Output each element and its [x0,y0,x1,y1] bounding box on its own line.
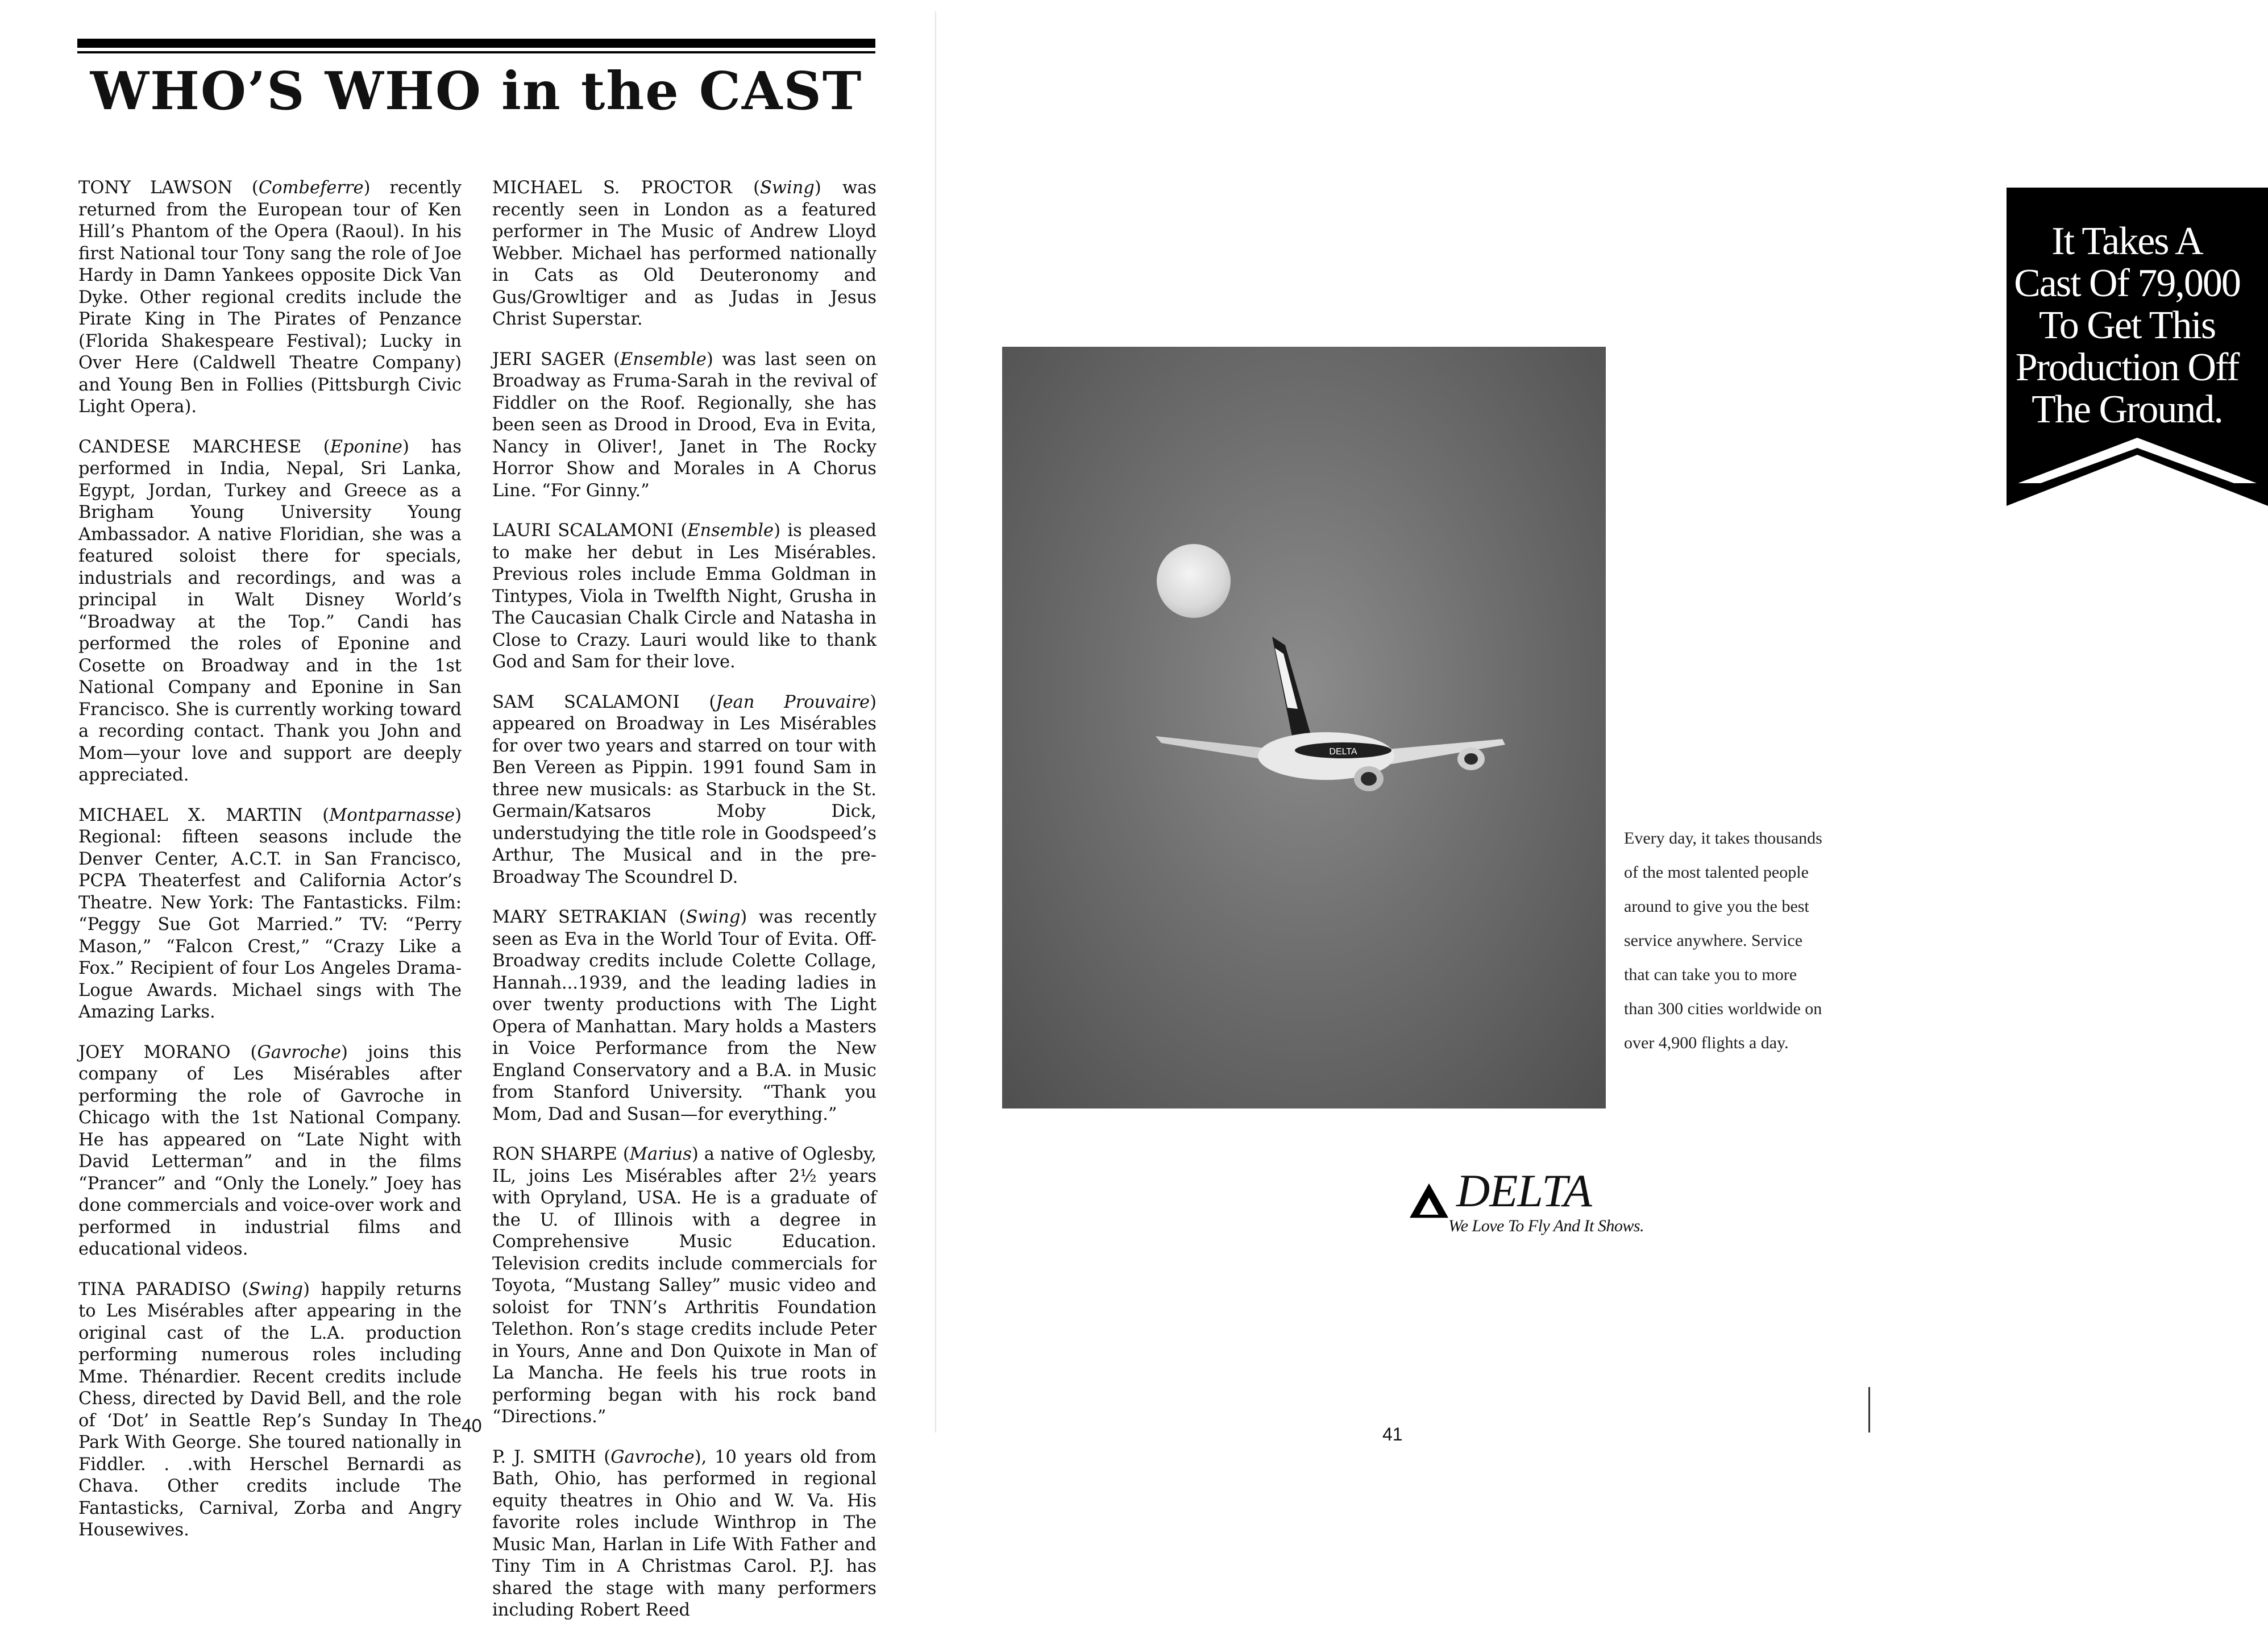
cast-bio: SAM SCALAMONI (Jean Prouvaire) appeared on Broadway in Les Misérables for over two years and starred on tour with Ben Vereen as Pippin. 1991 found Sam in three new musicals: as Starbuck in the St. Germain/Katsaros Moby Dick, understudying the title role in Goodspeed’s Arthur, The Musical and in the pre-Broadway The Scoundrel D. [492,692,877,887]
cast-bio: TONY LAWSON (Combeferre) recently returned from the European tour of Ken Hill’s Phantom of the Opera (Raoul). In his first National tour Tony sang the role of Joe Hardy in Damn Yankees opposite Dick Van Dyke. Other regional credits include the Pirate King in The Pirates of Penzance (Florida Shakespeare Festival); Lucky in Over Here (Caldwell Theatre Company) and Young Ben in Follies (Pittsburgh Civic Light Opera). [78,178,462,417]
cast-name: MICHAEL X. MARTIN [78,805,303,825]
headline-line: Production Off [2015,346,2239,389]
cast-bio: MICHAEL S. PROCTOR (Swing) was recently seen in London as a featured performer in The Music of Andrew Lloyd Webber. Michael has performed nationally in Cats as Old Deuteronomy and Gus/Growltiger and as Judas in Jesus Christ Superstar. [492,178,877,329]
cast-bio: JERI SAGER (Ensemble) was last seen on Broadway as Fruma-Sarah in the revival of Fiddler on the Roof. Regionally, she has been seen as Drood in Drood, Eva in Evita, Nancy in Oliver!, Janet in The Rocky Horror Show and Morales in A Chorus Line. “For Ginny.” [492,349,877,501]
cast-bio-text: happily returns to Les Misérables after appearing in the original cast of the L.A. production performing numerous roles including Mme. Thénardier. Recent credits include Chess, directed by David Bell, and the role of ‘Dot’ in Seattle Rep’s Sunday In The Park With George. She toured nationally in Fiddler. . .with Herschel Bernardi as Chava. Other credits include The Fantasticks, Carnival, Zorba and Angry Housewives. [78,1279,462,1540]
cast-bio-text: appeared on Broadway in Les Misérables for over two years and starred on tour with Ben Vereen as Pippin. 1991 found Sam in three new musicals: as Starbuck in the St. Germain/Katsaros Moby Dick, understudying the title role in Goodspeed’s Arthur, The Musical and in the pre-Broadway The Scoundrel D. [492,714,877,887]
cast-name: SAM SCALAMONI [492,692,680,712]
page-title: WHO’S WHO in the CAST [90,60,863,122]
cast-bio: JOEY MORANO (Gavroche) joins this company of Les Misérables after performing the role of Gavroche in Chicago with the 1st National Company. He has appeared on “Late Night with David Letterman” and in the films “Prancer” and “Only the Lonely.” Joey has done commercials and voice-over work and performed in industrial films and educational videos. [78,1042,462,1259]
cast-bio: RON SHARPE (Marius) a native of Oglesby, IL, joins Les Misérables after 2½ years with Opryland, USA. He is a graduate of the U. of Illinois with a degree in Comprehensive Music Education. Television credits include commercials for Toyota, “Mustang Salley” music video and soloist for TNN’s Arthritis Foundation Telethon. Ron’s stage credits include Peter in Yours, Anne and Don Quixote in Man of La Mancha. He feels his true roots in performing began with his rock band “Directions.” [492,1144,877,1427]
ad-headline [2005,221,2249,431]
headline-line: Cast Of 79,000 [2014,261,2240,305]
cast-role: Combeferre [258,178,364,198]
cast-name: CANDESE MARCHESE [78,437,302,457]
cast-bio-text: joins this company of Les Misérables after performing the role of Gavroche in Chicago with the 1st National Company. He has appeared on “Late Night with David Letterman” and in the films “Prancer” and “Only the Lonely.” Joey has done commercials and voice-over work and performed in industrial films and educational videos. [78,1042,462,1259]
cast-bio: CANDESE MARCHESE (Eponine) has performed in India, Nepal, Sri Lanka, Egypt, Jordan, Turkey and Greece as a Brigham Young University Young Ambassador. A native Floridian, she was a featured soloist there for specials, industrials and recordings, and was a principal in Walt Disney World’s “Broadway at the Top.” Candi has performed the roles of Eponine and Cosette on Broadway and in the 1st National Company and Eponine in San Francisco. She is currently working toward a recording contact. Thank you John and Mom—your love and support are deeply appreciated. [78,437,462,785]
headline-line: The Ground. [2032,388,2223,431]
cast-role: Jean Prouvaire [716,692,870,712]
cast-name: JOEY MORANO [78,1042,231,1062]
cast-role: Swing [686,907,741,927]
right-page [936,0,2240,1450]
bio-column-left [78,177,462,1560]
cast-name: P. J. SMITH [492,1447,596,1467]
title-rule-thin [77,51,875,53]
headline-line: It Takes A [2051,219,2203,263]
cast-name: RON SHARPE [492,1144,617,1164]
bio-column-right [492,177,877,1640]
cast-name: TINA PARADISO [78,1279,231,1299]
page-number-right: 41 [1382,1424,1403,1444]
cast-role: Eponine [330,437,402,457]
cast-bio-text: is pleased to make her debut in Les Misérables. Previous roles include Emma Goldman in Tintypes, Viola in Twelfth Night, Grusha in The Caucasian Chalk Circle and Natasha in Close to Crazy. Lauri would like to thank God and Sam for their love. [492,521,877,672]
cast-bio-text: recently returned from the European tour of Ken Hill’s Phantom of the Opera (Raoul). In his first National tour Tony sang the role of Joe Hardy in Damn Yankees opposite Dick Van Dyke. Other regional credits include the Pirate King in The Pirates of Penzance (Florida Shakespeare Festival); Lucky in Over Here (Caldwell Theatre Company) and Young Ben in Follies (Pittsburgh Civic Light Opera). [78,178,462,417]
cast-name: MICHAEL S. PROCTOR [492,178,732,198]
cast-bio: MICHAEL X. MARTIN (Montparnasse) Regional: fifteen seasons include the Denver Center, A.C.T. in San Francisco, PCPA Theaterfest and California Actor’s Theatre. New York: The Fantasticks. Film: “Peggy Sue Got Married.” TV: “Perry Mason,” “Falcon Crest,” “Crazy Like a Fox.” Recipient of four Los Angeles Drama-Logue Awards. Michael sings with The Amazing Larks. [78,805,462,1022]
cast-role: Ensemble [687,521,774,541]
cast-name: TONY LAWSON [78,178,233,198]
cast-role: Gavroche [257,1042,341,1062]
delta-widget-logo-icon [1402,1181,1456,1220]
cast-role: Gavroche [610,1447,695,1467]
ad-body-copy: Every day, it takes thousands of the most talented people around to give you the best service anywhere. Service that can take you to more than 300 cities worldwide on over 4,900 flights a day. [1624,829,1822,1052]
cast-bio-text: has performed in India, Nepal, Sri Lanka, Egypt, Jordan, Turkey and Greece as a Brigham Young University Young Ambassador. A native Floridian, she was a featured soloist there for specials, industrials and recordings, and was a principal in Walt Disney World’s “Broadway at the Top.” Candi has performed the roles of Eponine and Cosette on Broadway and in the 1st National Company and Eponine in San Francisco. She is currently working toward a recording contact. Thank you John and Mom—your love and support are deeply appreciated. [78,437,462,785]
cast-bio-text: was recently seen as Eva in the World Tour of Evita. Off-Broadway credits include Colette Collage, Hannah...1939, and the leading ladies in over twenty productions with The Light Opera of Manhattan. Mary holds a Masters in Voice Performance from the New England Conservatory and a B.A. in Music from Stanford University. “Thank you Mom, Dad and Susan—for everything.” [492,907,877,1124]
cast-role: Ensemble [620,349,707,369]
cast-name: LAURI SCALAMONI [492,521,674,541]
page-edge-mark [1868,1387,1870,1433]
cast-role: Montparnasse [329,805,455,825]
cast-bio-text: Regional: fifteen seasons include the Denver Center, A.C.T. in San Francisco, PCPA Theaterfest and California Actor’s Theatre. New York: The Fantasticks. Film: “Peggy Sue Got Married.” TV: “Perry Mason,” “Falcon Crest,” “Crazy Like a Fox.” Recipient of four Los Angeles Drama-Logue Awards. Michael sings with The Amazing Larks. [78,827,462,1022]
plane-livery-text: DELTA [1329,747,1357,757]
cast-role: Swing [248,1279,304,1299]
delta-tagline: We Love To Fly And It Shows. [1448,1216,1644,1235]
cast-bio-text: a native of Oglesby, IL, joins Les Misérables after 2½ years with Opryland, USA. He is a graduate of the U. of Illinois with a degree in Comprehensive Music Education. Television credits include commercials for Toyota, “Mustang Salley” music video and soloist for TNN’s Arthritis Foundation Telethon. Ron’s stage credits include Peter in Yours, Anne and Don Quixote in Man of La Mancha. He feels his true roots in performing began with his rock band “Directions.” [492,1144,877,1427]
cast-bio-text: was last seen on Broadway as Fruma-Sarah in the revival of Fiddler on the Roof. Regionally, she has been seen as Drood in Drood, Eva in Evita, Nancy in Oliver!, Janet in The Rocky Horror Show and Morales in A Chorus Line. “For Ginny.” [492,349,877,501]
cast-bio-text: , 10 years old from Bath, Ohio, has performed in regional equity theatres in Ohio and W. Va. His favorite roles include Winthrop in The Music Man, Harlan in Life With Father and Tiny Tim in A Christmas Carol. P.J. has shared the stage with many performers including Robert Reed [492,1447,877,1620]
cast-bio-text: was recently seen in London as a featured performer in The Music of Andrew Lloyd Webber. Michael has performed nationally in Cats as Old Deuteronomy and Gus/Growltiger and as Judas in Jesus Christ Superstar. [492,178,877,329]
title-rule-thick [77,39,875,48]
cast-bio: P. J. SMITH (Gavroche), 10 years old from Bath, Ohio, has performed in regional equity theatres in Ohio and W. Va. His favorite roles include Winthrop in The Music Man, Harlan in Life With Father and Tiny Tim in A Christmas Carol. P.J. has shared the stage with many performers including Robert Reed [492,1447,877,1620]
cast-name: MARY SETRAKIAN [492,907,668,927]
headline-line: To Get This [2038,304,2216,347]
delta-logo-text: DELTA [1456,1165,1592,1216]
cast-role: Swing [759,178,815,198]
cast-bio: LAURI SCALAMONI (Ensemble) is pleased to make her debut in Les Misérables. Previous roles include Emma Goldman in Tintypes, Viola in Twelfth Night, Grusha in The Caucasian Chalk Circle and Natasha in Close to Crazy. Lauri would like to thank God and Sam for their love. [492,521,877,672]
cast-bio: MARY SETRAKIAN (Swing) was recently seen as Eva in the World Tour of Evita. Off-Broadway credits include Colette Collage, Hannah...1939, and the leading ladies in over twenty productions with The Light Opera of Manhattan. Mary holds a Masters in Voice Performance from the New England Conservatory and a B.A. in Music from Stanford University. “Thank you Mom, Dad and Susan—for everything.” [492,907,877,1124]
cast-role: Marius [629,1144,692,1164]
cast-name: JERI SAGER [492,349,605,369]
left-page [0,0,935,1620]
page-number-left: 40 [462,1415,482,1436]
cast-bio: TINA PARADISO (Swing) happily returns to Les Misérables after appearing in the original cast of the L.A. production performing numerous roles including Mme. Thénardier. Recent credits include Chess, directed by David Bell, and the role of ‘Dot’ in Seattle Rep’s Sunday In The Park With George. She toured nationally in Fiddler. . .with Herschel Bernardi as Chava. Other credits include The Fantasticks, Carnival, Zorba and Angry Housewives. [78,1279,462,1540]
